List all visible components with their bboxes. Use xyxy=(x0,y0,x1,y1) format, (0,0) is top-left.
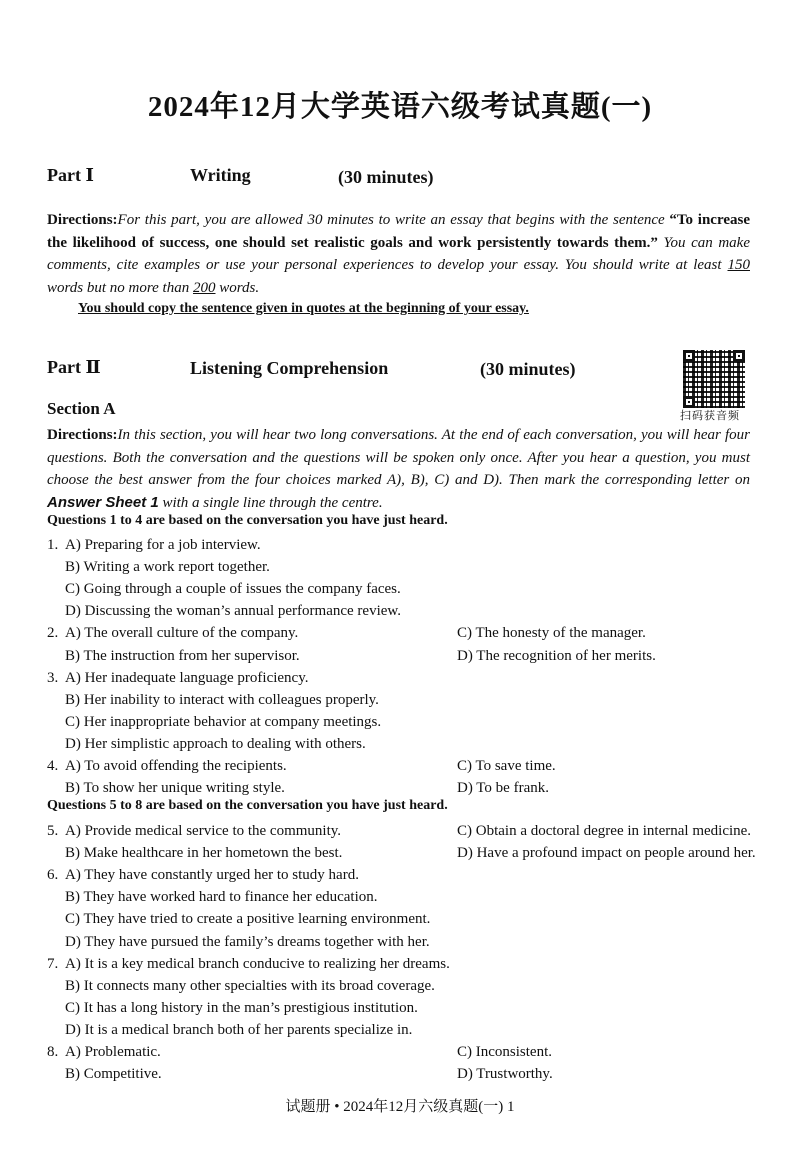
answer-option[interactable]: C) Obtain a doctoral degree in internal medicine. xyxy=(457,823,752,839)
answer-option[interactable]: C) Inconsistent. xyxy=(457,1044,552,1060)
answer-option[interactable]: D) They have pursued the family’s dreams together with her. xyxy=(65,933,430,950)
part1-label: Part Ⅰ xyxy=(47,165,94,185)
answer-option[interactable]: C) It has a long history in the man’s prestigious institution. xyxy=(65,999,418,1016)
question-line xyxy=(47,864,359,886)
answer-option[interactable]: C) Her inappropriate behavior at company meetings. xyxy=(65,713,382,730)
answer-option[interactable]: A) Problematic. xyxy=(65,1044,161,1060)
answer-option[interactable]: D) To be frank. xyxy=(457,780,549,797)
question-line xyxy=(47,600,401,622)
part2-time: (30 minutes) xyxy=(480,359,576,379)
answer-option[interactable]: A) Her inadequate language proficiency. xyxy=(65,669,309,686)
directions-text: words. xyxy=(215,279,260,296)
question-line xyxy=(47,689,379,711)
question-number: 6. xyxy=(47,867,59,884)
answer-option[interactable]: D) Discussing the woman’s annual performance review. xyxy=(65,603,402,620)
answer-option[interactable]: D) Have a profound impact on people around her. xyxy=(457,845,756,862)
answer-option[interactable]: B) Her inability to interact with colleagues properly. xyxy=(65,691,379,708)
question-number: 2. xyxy=(47,625,59,642)
question-number: 3. xyxy=(47,669,59,686)
question-line xyxy=(47,534,261,556)
question-line xyxy=(47,908,430,930)
directions-text: In this section, you will hear two long conversations. At the end of each conversation, you will hear four questions. Both the conversation and the questions will be spoken only once. After you hear a question, you must choose the best answer from the four choices marked A), B), C) and D). Then mark the corresponding letter on xyxy=(47,427,750,489)
answer-option[interactable]: C) The honesty of the manager. xyxy=(457,625,646,642)
essay-prompt: “To increase the likelihood of success, one should set realistic goals and work persistently towards them.” xyxy=(47,212,750,251)
question-line xyxy=(47,711,381,733)
question-line xyxy=(47,931,430,953)
qr-caption: 扫码获音频 xyxy=(680,409,740,422)
directions-label: Directions: xyxy=(47,427,118,443)
question-line xyxy=(47,556,270,578)
answer-option[interactable]: B) To show her unique writing style. xyxy=(65,780,285,797)
min-words: 150 xyxy=(727,257,750,274)
question-line xyxy=(47,578,401,600)
answer-option[interactable]: B) Make healthcare in her hometown the best. xyxy=(65,845,343,862)
copy-sentence-note: You should copy the sentence given in quotes at the beginning of your essay. xyxy=(78,301,529,316)
question-number: 8. xyxy=(47,1044,59,1060)
answer-option[interactable]: D) It is a medical branch both of her parents specialize in. xyxy=(65,1021,413,1038)
question-line xyxy=(47,645,656,667)
question-line xyxy=(47,997,418,1019)
directions-text: You can make comments, cite examples or use your personal experiences to develop your essay. You should write at least xyxy=(47,234,750,274)
answer-option[interactable]: B) They have worked hard to finance her education. xyxy=(65,889,378,906)
answer-option[interactable]: C) To save time. xyxy=(457,758,556,774)
question-line xyxy=(47,842,756,864)
question-group-header: Questions 5 to 8 are based on the conversation you have just heard. xyxy=(47,798,448,813)
answer-option[interactable]: D) Trustworthy. xyxy=(457,1066,553,1083)
question-line xyxy=(47,975,435,997)
question-line xyxy=(47,1041,552,1063)
answer-option[interactable]: C) They have tried to create a positive learning environment. xyxy=(65,911,431,928)
question-line xyxy=(47,886,378,908)
answer-option[interactable]: B) Writing a work report together. xyxy=(65,559,270,576)
answer-option[interactable]: A) Preparing for a job interview. xyxy=(65,537,261,553)
question-number: 7. xyxy=(47,955,59,972)
directions-label: Directions: xyxy=(47,212,118,228)
answer-option[interactable]: A) It is a key medical branch conducive to realizing her dreams. xyxy=(65,955,450,972)
question-group-header: Questions 1 to 4 are based on the conversation you have just heard. xyxy=(47,513,448,528)
answer-option[interactable]: A) To avoid offending the recipients. xyxy=(65,758,287,774)
answer-option[interactable]: B) Competitive. xyxy=(65,1066,162,1083)
part1-directions xyxy=(47,209,750,299)
question-line xyxy=(47,667,309,689)
answer-option[interactable]: A) The overall culture of the company. xyxy=(65,625,299,642)
question-line xyxy=(47,1063,553,1085)
question-line xyxy=(47,733,366,755)
question-line xyxy=(47,755,556,777)
question-number: 4. xyxy=(47,758,59,774)
qr-code-icon[interactable] xyxy=(683,350,745,408)
answer-option[interactable]: D) The recognition of her merits. xyxy=(457,647,656,664)
max-words: 200 xyxy=(192,279,216,296)
question-line xyxy=(47,820,752,842)
directions-text: For this part, you are allowed 30 minutes to write an essay that begins with the sentence xyxy=(117,212,670,228)
answer-option[interactable]: D) Her simplistic approach to dealing with others. xyxy=(65,735,366,752)
question-line xyxy=(47,777,549,799)
directions-text: with a single line through the centre. xyxy=(158,494,383,511)
part1-name: Writing xyxy=(190,165,251,185)
part2-label: Part Ⅱ xyxy=(47,357,101,377)
page-title: 2024年12月大学英语六级考试真题(一) xyxy=(147,91,653,123)
question-line xyxy=(47,1019,412,1041)
answer-sheet-ref: Answer Sheet 1 xyxy=(47,493,159,511)
question-line xyxy=(47,622,646,644)
answer-option[interactable]: A) Provide medical service to the community. xyxy=(65,823,342,839)
answer-option[interactable]: A) They have constantly urged her to study hard. xyxy=(65,867,359,884)
section-heading: Section A xyxy=(47,399,116,418)
part2-directions xyxy=(47,424,750,514)
question-line xyxy=(47,953,450,975)
part2-name: Listening Comprehension xyxy=(190,358,389,378)
answer-option[interactable]: B) It connects many other specialties with its broad coverage. xyxy=(65,977,435,994)
directions-text: words but no more than xyxy=(47,279,193,296)
answer-option[interactable]: C) Going through a couple of issues the company faces. xyxy=(65,581,401,598)
answer-option[interactable]: B) The instruction from her supervisor. xyxy=(65,647,300,664)
question-number: 1. xyxy=(47,537,59,553)
page-footer: 试题册 • 2024年12月六级真题(一) 1 xyxy=(285,1099,515,1115)
part1-time: (30 minutes) xyxy=(338,167,434,187)
question-number: 5. xyxy=(47,823,59,839)
